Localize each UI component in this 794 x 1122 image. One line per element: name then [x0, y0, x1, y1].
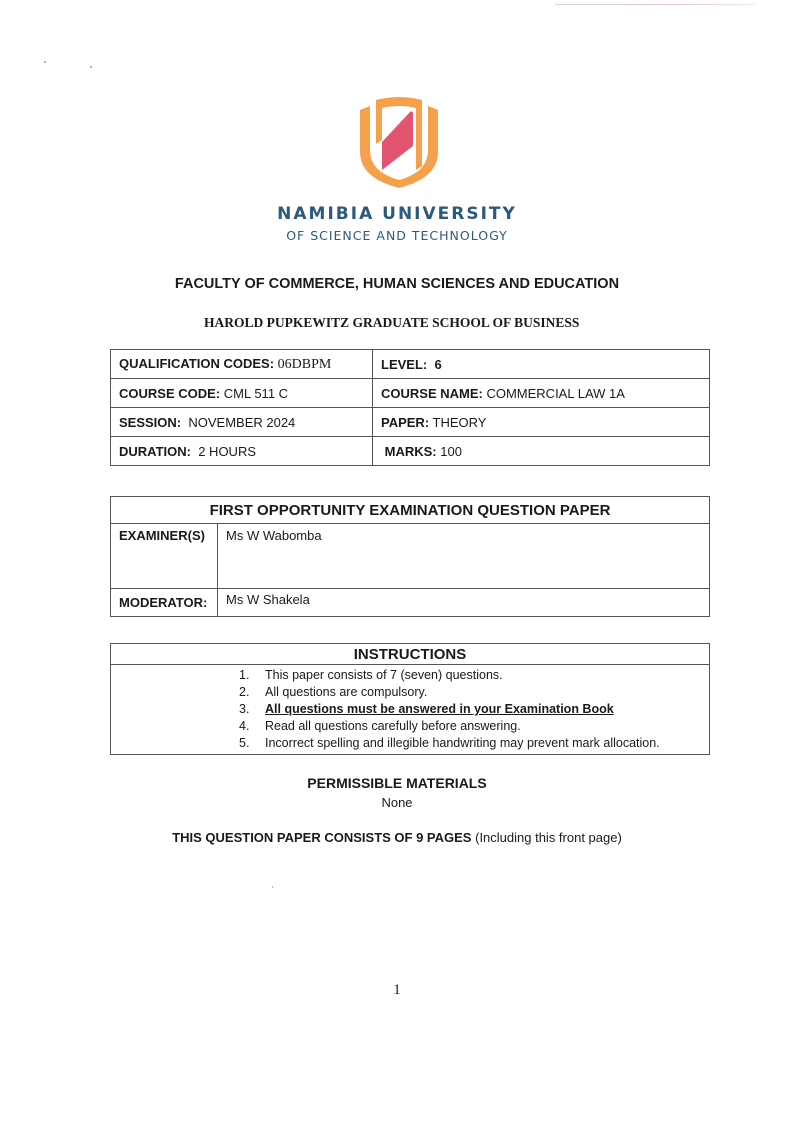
list-item: [239, 701, 794, 718]
course-name-value: COMMERCIAL LAW 1A: [486, 385, 625, 401]
instructions-table: [110, 643, 710, 755]
list-item: [239, 718, 794, 735]
page-count-bold: THIS QUESTION PAPER CONSISTS OF 9 PAGES: [172, 830, 472, 845]
permissible-materials-value: None: [381, 795, 413, 810]
qualification-cell: [111, 350, 373, 379]
page-count-note-normal: (Including this front page): [475, 830, 622, 845]
list-item: [239, 684, 794, 701]
scan-speck: [272, 886, 273, 888]
duration-cell: [111, 437, 373, 466]
permissible-materials-title: PERMISSIBLE MATERIALS: [307, 775, 487, 791]
item-number: 2.: [239, 685, 250, 699]
course-code-value: CML 511 C: [223, 385, 289, 401]
table-row: [111, 665, 710, 755]
university-logo-icon: [356, 96, 442, 188]
session-value: NOVEMBER 2024: [188, 414, 296, 430]
examiner-table: [110, 496, 710, 617]
scan-artifact-line: [555, 4, 755, 5]
session-label: SESSION:: [119, 414, 182, 430]
item-number: 1.: [239, 668, 250, 682]
course-code-cell: [111, 379, 373, 408]
instructions-list: [239, 667, 794, 752]
course-name-label: COURSE NAME:: [381, 385, 483, 401]
university-subtitle: OF SCIENCE AND TECHNOLOGY: [286, 228, 508, 243]
table-row: [111, 437, 710, 466]
duration-value: 2 HOURS: [198, 443, 257, 459]
exam-title: FIRST OPPORTUNITY EXAMINATION QUESTION PAPER: [111, 497, 710, 524]
table-row: [111, 589, 710, 617]
moderator-value: Ms W Shakela: [218, 589, 710, 617]
item-number: 5.: [239, 736, 250, 750]
faculty-title: FACULTY OF COMMERCE, HUMAN SCIENCES AND EDUCATION: [174, 276, 620, 292]
marks-value: 100: [440, 443, 462, 459]
list-item: [239, 735, 794, 752]
school-title: HAROLD PUPKEWITZ GRADUATE SCHOOL OF BUSINESS: [204, 315, 580, 330]
moderator-label: MODERATOR:: [111, 589, 218, 617]
item-text: All questions are compulsory.: [265, 685, 428, 699]
paper-label: PAPER:: [381, 414, 430, 430]
session-cell: [111, 408, 373, 437]
course-code-label: COURSE CODE:: [119, 385, 221, 401]
course-name-cell: [373, 379, 710, 408]
item-text: Read all questions carefully before answering.: [265, 719, 521, 733]
table-row: [111, 497, 710, 524]
item-number: 3.: [239, 702, 250, 716]
marks-label: MARKS:: [384, 443, 437, 459]
qualification-label: QUALIFICATION CODES:: [119, 355, 275, 371]
table-row: [111, 350, 710, 379]
examiner-label: EXAMINER(S): [111, 524, 218, 589]
item-number: 4.: [239, 719, 250, 733]
table-row: [111, 524, 710, 589]
instructions-title: INSTRUCTIONS: [111, 644, 710, 665]
level-label: LEVEL:: [381, 356, 428, 372]
item-text: This paper consists of 7 (seven) questions.: [265, 668, 503, 682]
level-cell: [373, 350, 710, 379]
scan-speck: [44, 61, 46, 63]
table-row: [111, 379, 710, 408]
item-text: All questions must be answered in your Examination Book: [265, 702, 614, 716]
paper-cell: [373, 408, 710, 437]
list-item: [239, 667, 794, 684]
paper-value: THEORY: [432, 414, 487, 430]
examiner-value: Ms W Wabomba: [218, 524, 710, 589]
scan-speck: [90, 66, 92, 68]
level-value: 6: [434, 356, 442, 372]
table-row: [111, 644, 710, 665]
item-text: Incorrect spelling and illegible handwriting may prevent mark allocation.: [265, 736, 660, 750]
university-name: NAMIBIA UNIVERSITY: [277, 204, 517, 224]
duration-label: DURATION:: [119, 443, 191, 459]
page-count-note: [0, 830, 794, 845]
course-info-table: [110, 349, 710, 466]
instructions-list-cell: [111, 665, 710, 755]
marks-cell: [373, 437, 710, 466]
table-row: [111, 408, 710, 437]
qualification-value: 06DBPM: [277, 356, 332, 372]
page-number: 1: [393, 982, 401, 998]
